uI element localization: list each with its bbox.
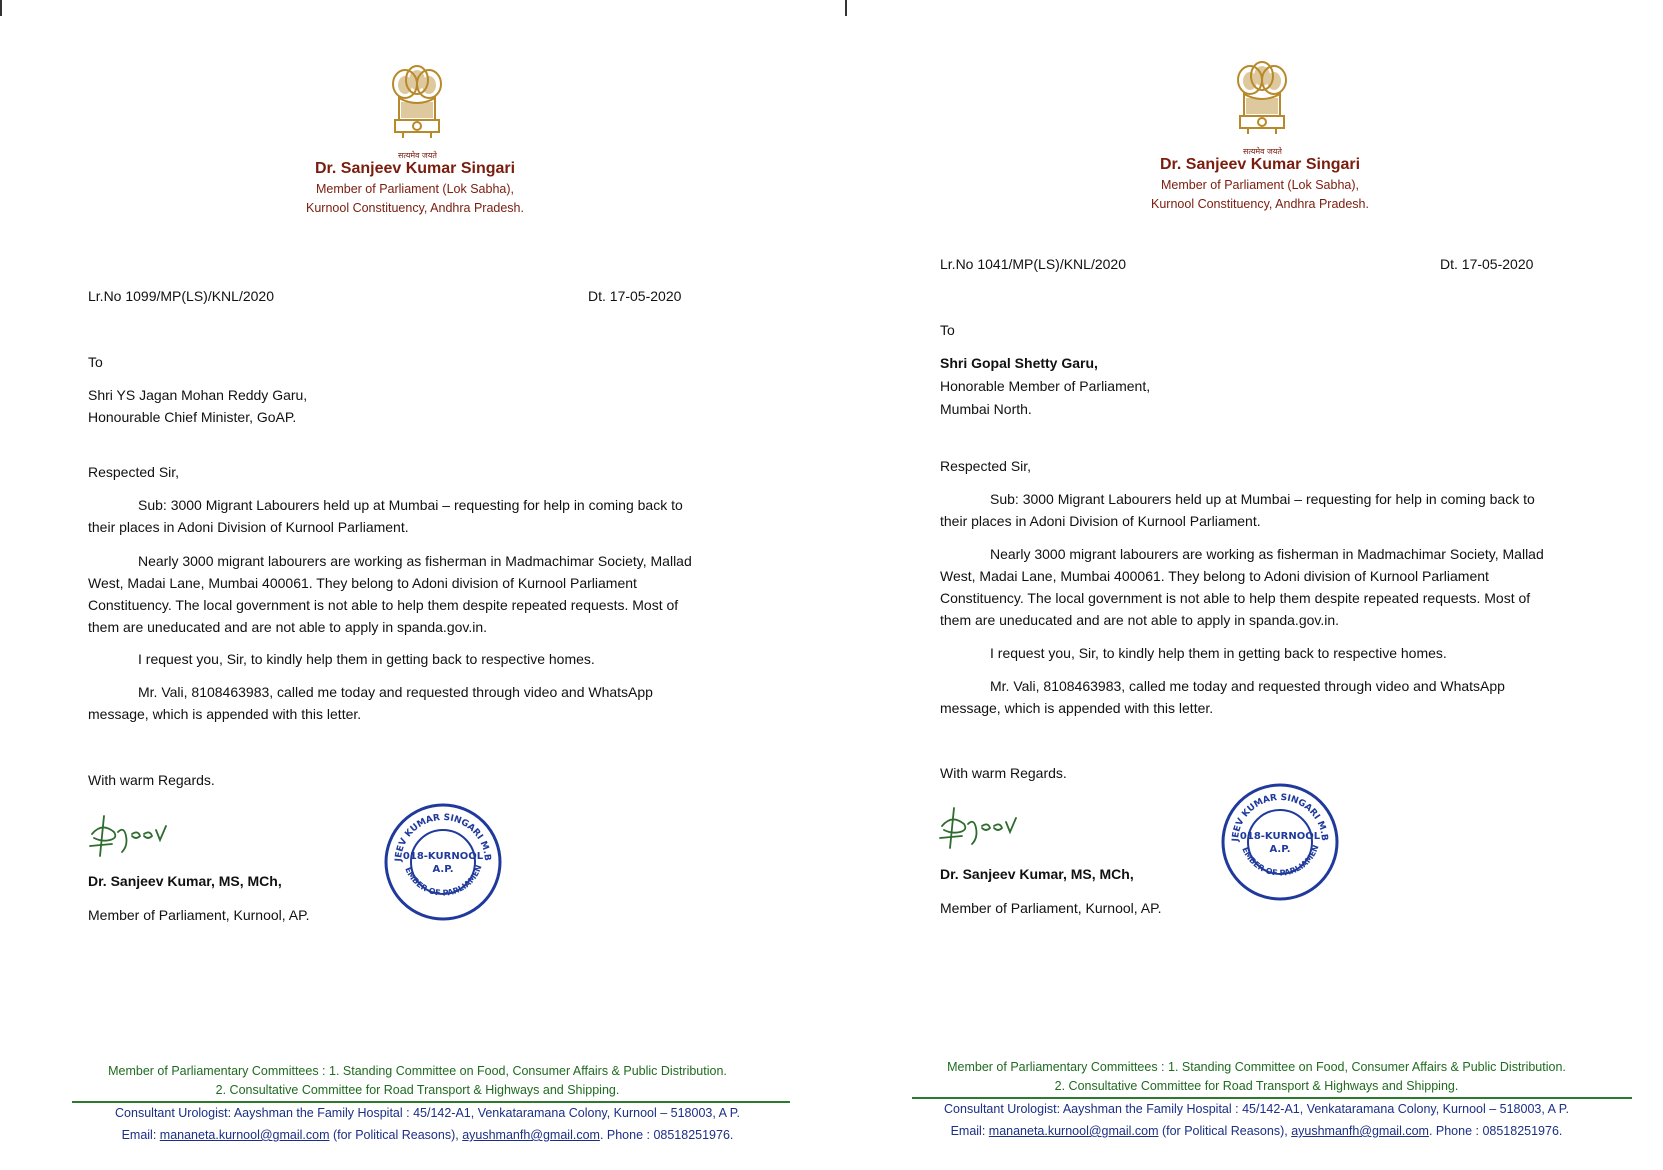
stamp-seal-icon — [383, 802, 503, 922]
footer-committees-2: 2. Consultative Committee for Road Transport & Highways and Shipping. — [1054, 1079, 1459, 1093]
stamp-center-2: A.P. — [432, 864, 454, 875]
recipient-line-2: Honorable Member of Parliament, — [940, 378, 1151, 394]
stamp-center-1: 018-KURNOOL — [1239, 831, 1321, 842]
signature — [88, 812, 173, 865]
signature-title: Member of Parliament, Kurnool, AP. — [88, 907, 310, 923]
scan-mark — [845, 0, 847, 16]
handwritten-signature — [88, 812, 173, 860]
header-line-1: Member of Parliament (Lok Sabha), — [315, 182, 514, 196]
salutation: Respected Sir, — [88, 464, 180, 480]
svg-text:Dr.SANJEEV KUMAR SINGARI M.B.,: JEEV KUMAR SINGARI M.B — [1230, 792, 1330, 842]
recipient-name: Shri YS Jagan Mohan Reddy Garu, — [88, 387, 308, 403]
emblem-motto: सत्यमेव जयते — [1243, 147, 1282, 156]
footer-divider — [912, 1097, 1632, 1099]
stamp-center-2: A.P. — [1269, 844, 1291, 855]
official-stamp — [383, 802, 503, 927]
recipient-name: Shri Gopal Shetty Garu, — [940, 355, 1098, 371]
national-emblem-icon — [1230, 54, 1294, 150]
recipient-line-3: Mumbai North. — [940, 401, 1032, 417]
email-political-link[interactable]: mananeta.kurnool@gmail.com — [159, 1128, 330, 1142]
stamp-center-1: 018-KURNOOL — [402, 851, 484, 862]
emblem-motto: सत्यमेव जयते — [398, 151, 437, 160]
closing: With warm Regards. — [88, 772, 215, 788]
email-political-link[interactable]: mananeta.kurnool@gmail.com — [988, 1124, 1159, 1138]
signature — [938, 804, 1023, 857]
svg-text:MEMBER OF PARLIAMENT: EMBER OF PARLIAMEN — [403, 863, 484, 898]
letter-1 — [0, 0, 800, 1170]
recipient-line-2: Honourable Chief Minister, GoAP. — [88, 409, 297, 425]
body-paragraph-2: I request you, Sir, to kindly help them in getting back to respective homes. — [990, 645, 1447, 661]
header-name: Dr. Sanjeev Kumar Singari — [1160, 156, 1361, 173]
footer-contact: Email: mananeta.kurnool@gmail.com (for Political Reasons), ayushmanfh@gmail.com. Phone : 08518251976. — [121, 1128, 734, 1142]
reference-number: Lr.No 1099/MP(LS)/KNL/2020 — [88, 288, 274, 304]
signature-name: Dr. Sanjeev Kumar, MS, MCh, — [940, 866, 1134, 882]
body-paragraph-2: I request you, Sir, to kindly help them in getting back to respective homes. — [138, 651, 595, 667]
handwritten-signature — [938, 804, 1023, 852]
header-line-1: Member of Parliament (Lok Sabha), — [1160, 178, 1359, 192]
footer-divider — [72, 1101, 790, 1103]
body-paragraph-3: Mr. Vali, 8108463983, called me today and requested through video and WhatsApp message, which is appended with this letter. — [88, 684, 653, 722]
header-name: Dr. Sanjeev Kumar Singari — [315, 160, 516, 177]
signature-name: Dr. Sanjeev Kumar, MS, MCh, — [88, 873, 282, 889]
national-emblem-icon — [385, 58, 449, 154]
letter-date: Dt. 17-05-2020 — [588, 288, 682, 304]
footer-consultant: Consultant Urologist: Aayshman the Family Hospital : 45/142-A1, Venkataramana Colony, Kurnool – 518003, A P. — [944, 1102, 1569, 1116]
svg-text:MEMBER OF PARLIAMENT: EMBER OF PARLIAMEN — [1240, 843, 1321, 878]
signature-title: Member of Parliament, Kurnool, AP. — [940, 900, 1162, 916]
to-label: To — [940, 322, 955, 338]
footer-consultant: Consultant Urologist: Aayshman the Family Hospital : 45/142-A1, Venkataramana Colony, Kurnool – 518003, A P. — [115, 1106, 740, 1120]
letter-date: Dt. 17-05-2020 — [1440, 256, 1534, 272]
header-line-2: Kurnool Constituency, Andhra Pradesh. — [306, 201, 524, 215]
footer-committees-1: Member of Parliamentary Committees : 1. Standing Committee on Food, Consumer Affairs & Public Distribution. — [947, 1060, 1566, 1074]
letter-2 — [850, 0, 1663, 1170]
body-paragraph-1: Nearly 3000 migrant labourers are working as fisherman in Madmachimar Society, Mallad West, Madai Lane, Mumbai 400061. They belong to Adoni division of Kurnool Parliament Constituency. The local government is not able to help them despite repeated requests. Most of them are uneducated and are not able to apply in spanda.gov.in. — [88, 553, 692, 635]
subject-paragraph: Sub: 3000 Migrant Labourers held up at Mumbai – requesting for help in coming back to their places in Adoni Division of Kurnool Parliament. — [940, 491, 1535, 529]
subject-paragraph: Sub: 3000 Migrant Labourers held up at Mumbai – requesting for help in coming back to their places in Adoni Division of Kurnool Parliament. — [88, 497, 683, 535]
footer-contact: Email: mananeta.kurnool@gmail.com (for Political Reasons), ayushmanfh@gmail.com. Phone : 08518251976. — [950, 1124, 1563, 1138]
svg-text:Dr.SANJEEV KUMAR SINGARI M.B.,: JEEV KUMAR SINGARI M.B — [393, 812, 493, 862]
email-hospital-link[interactable]: ayushmanfh@gmail.com — [1291, 1124, 1429, 1138]
body-paragraph-3: Mr. Vali, 8108463983, called me today and requested through video and WhatsApp message, which is appended with this letter. — [940, 678, 1505, 716]
official-stamp — [1220, 782, 1340, 907]
salutation: Respected Sir, — [940, 458, 1032, 474]
to-label: To — [88, 354, 103, 370]
stamp-seal-icon — [1220, 782, 1340, 902]
closing: With warm Regards. — [940, 765, 1067, 781]
header-line-2: Kurnool Constituency, Andhra Pradesh. — [1151, 197, 1369, 211]
emblem — [385, 58, 449, 159]
reference-number: Lr.No 1041/MP(LS)/KNL/2020 — [940, 256, 1126, 272]
footer-committees-2: 2. Consultative Committee for Road Transport & Highways and Shipping. — [215, 1083, 620, 1097]
email-hospital-link[interactable]: ayushmanfh@gmail.com — [462, 1128, 600, 1142]
emblem — [1230, 54, 1294, 155]
body-paragraph-1: Nearly 3000 migrant labourers are working as fisherman in Madmachimar Society, Mallad West, Madai Lane, Mumbai 400061. They belong to Adoni division of Kurnool Parliament Constituency. The local government is not able to help them despite repeated requests. Most of them are uneducated and are not able to apply in spanda.gov.in. — [940, 546, 1544, 628]
footer-committees-1: Member of Parliamentary Committees : 1. Standing Committee on Food, Consumer Affairs & Public Distribution. — [108, 1064, 727, 1078]
